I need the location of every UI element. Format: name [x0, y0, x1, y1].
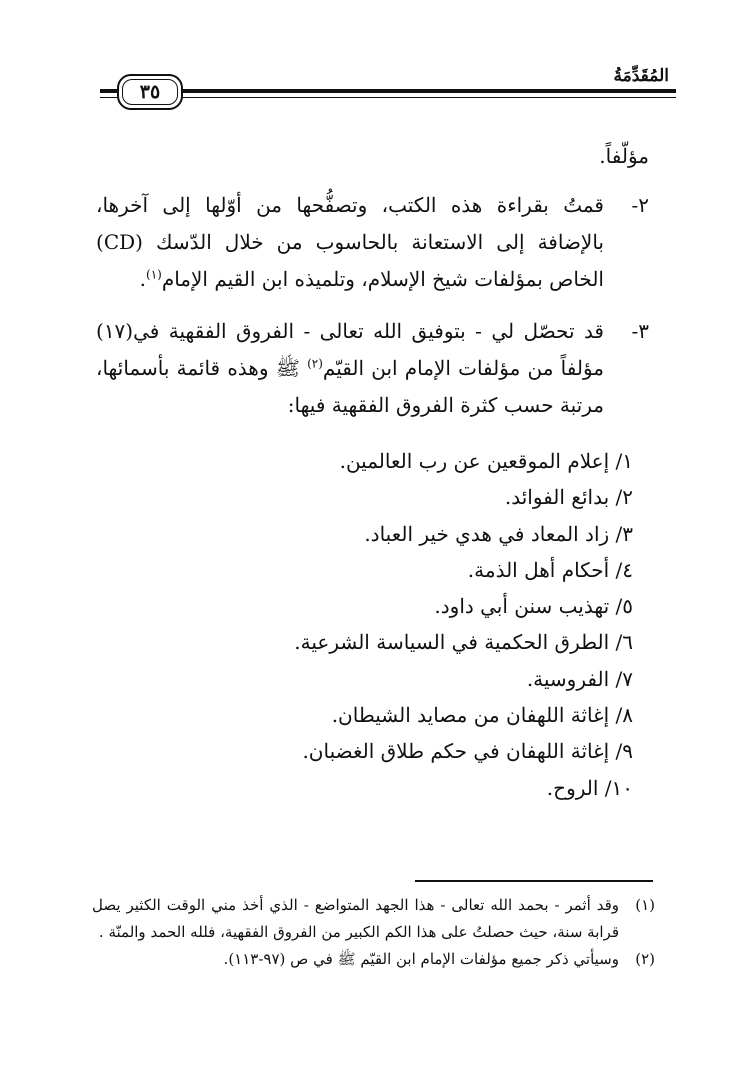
page-number: ٣٥	[139, 81, 161, 103]
main-text	[96, 138, 649, 175]
footnote-2	[92, 946, 655, 973]
page-number-inner-frame	[122, 79, 178, 105]
book-list-item: ٤/ أحكام أهل الذمة.	[467, 557, 633, 582]
header-rule-thin	[100, 97, 676, 98]
item-2-tail: .	[139, 267, 146, 291]
book-list-item: ٦/ الطرق الحكمية في السياسة الشرعية.	[294, 630, 633, 655]
footnote-ref-1[interactable]: (١)	[146, 267, 162, 282]
footnote-2-number: (٢)	[635, 950, 655, 968]
book-list-item: ١٠/ الروح.	[546, 775, 633, 800]
item-3	[96, 313, 649, 424]
item-3-text-after: ﷺ وهذه قائمة بأسمائها، مرتبة حسب كثرة الفروق الفقهية فيها:	[96, 356, 604, 417]
book-list-item: ٥/ تهذيب سنن أبي داود.	[434, 594, 633, 619]
footnote-1-number: (١)	[635, 896, 655, 914]
footnote-1	[92, 892, 655, 946]
footnote-separator	[415, 880, 653, 882]
page-number-frame	[117, 74, 183, 110]
book-list-item: ١/ إعلام الموقعين عن رب العالمين.	[339, 449, 633, 473]
book-list-item: ٩/ إغاثة اللهفان في حكم طلاق الغضبان.	[302, 739, 633, 764]
footnote-2-text: وسيأتي ذكر جميع مؤلفات الإمام ابن القيّم ﷺ في ص (٩٧-١١٣).	[223, 950, 619, 968]
item-2-number: ٢-	[631, 193, 649, 217]
item-3-text-before: قد تحصّل لي - بتوفيق الله تعالى - الفروق الفقهية في(١٧) مؤلفاً من مؤلفات الإمام ابن القيّم	[96, 319, 604, 380]
book-list-item: ٣/ زاد المعاد في هدي خير العباد.	[364, 521, 633, 546]
running-header-title: المُقَدِّمَةُ	[613, 66, 669, 86]
item-3-number: ٣-	[631, 319, 649, 343]
book-list	[294, 443, 633, 806]
footnote-ref-2[interactable]: (٢)	[307, 356, 323, 371]
book-list-item: ٢/ بدائع الفوائد.	[504, 485, 633, 510]
item-2-text: قمتُ بقراءة هذه الكتب، وتصفُّحها من أوّلها إلى آخرها، بالإضافة إلى الاستعانة بالحاسوب من خلال الدّسك (CD) الخاص بمؤلفات شيخ الإسلام، وتلميذه ابن القيم الإمام	[96, 193, 604, 291]
book-list-item: ٨/ إغاثة اللهفان من مصايد الشيطان.	[331, 703, 633, 728]
footnotes	[92, 892, 655, 973]
header-rule-thick	[100, 89, 676, 93]
item-2	[96, 187, 649, 298]
footnote-1-text: وقد أثمر - بحمد الله تعالى - هذا الجهد المتواضع - الذي أخذ مني الوقت الكثير يصل قرابة سنة، حيث حصلتُ على هذا الكم الكبير من الفروق الفقهية، فلله الحمد والمنّة .	[92, 896, 619, 941]
book-list-item: ٧/ الفروسية.	[526, 666, 633, 691]
continuation-line: مؤلّفاً.	[599, 144, 649, 168]
